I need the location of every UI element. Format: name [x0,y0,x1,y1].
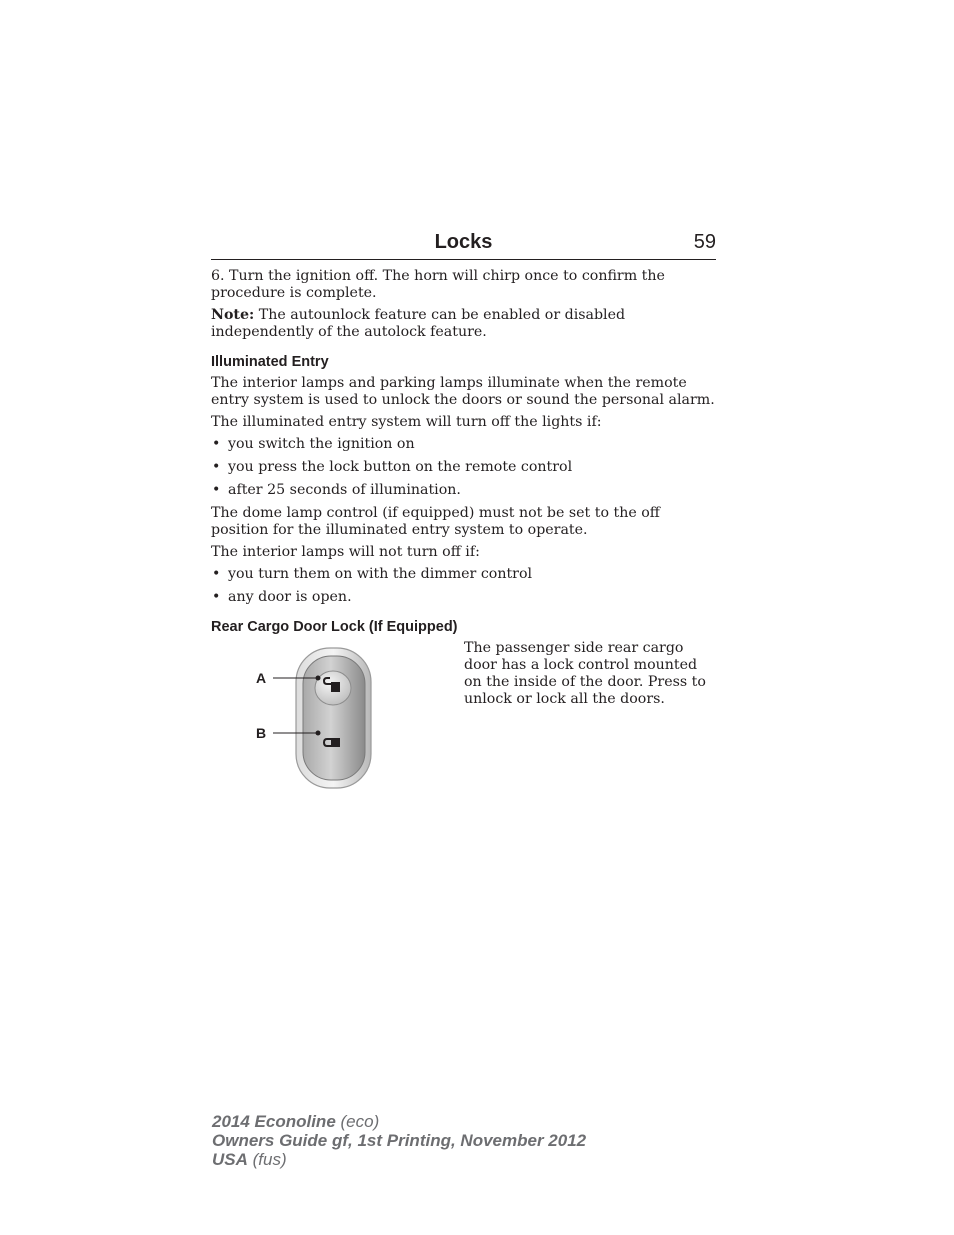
page-number: 59 [693,231,716,253]
list-item: • you press the lock button on the remote control [212,459,573,475]
list-item: • any door is open. [212,589,352,605]
bullet: • [212,566,221,582]
list-item: • you switch the ignition on [212,436,415,452]
page-content [211,268,716,820]
lights-off-list [211,436,716,499]
note-text: The autounlock feature can be enabled or disabled independently of the autolock feature. [211,307,626,340]
illuminated-entry-paragraph-1: The interior lamps and parking lamps illuminate when the remote entry system is used to unlock the doors or sound the personal alarm. [211,375,715,408]
illuminated-entry-paragraph-2: The illuminated entry system will turn off the lights if: [211,414,602,430]
bullet: • [212,589,221,605]
footer-line-2: Owners Guide gf, 1st Printing, November 2012 [212,1131,587,1150]
section-title: Locks [434,231,493,253]
illuminated-entry-paragraph-4: The interior lamps will not turn off if: [211,544,480,560]
label-b: B [256,725,267,741]
list-item: • after 25 seconds of illumination. [212,482,461,498]
list-item: • you turn them on with the dimmer control [212,566,533,582]
note-paragraph [211,307,716,341]
rear-cargo-heading: Rear Cargo Door Lock (If Equipped) [211,619,458,635]
label-a: A [256,670,267,686]
note-label: Note: [211,307,255,323]
rear-cargo-description: The passenger side rear cargo door has a lock control mounted on the inside of the door. Press to unlock or lock all the doors. [464,640,706,707]
lock-switch-illustration [251,640,381,800]
lights-stay-on-list [211,566,716,606]
bullet: • [212,482,221,498]
page-header [211,229,716,260]
rear-cargo-section [211,640,716,820]
illuminated-entry-paragraph-3: The dome lamp control (if equipped) must not be set to the off position for the illuminated entry system to operate. [211,505,660,538]
page-footer [212,1112,586,1169]
illuminated-entry-heading: Illuminated Entry [211,354,329,370]
footer-line-1: 2014 Econoline (eco) [212,1112,380,1131]
bullet: • [212,459,221,475]
footer-line-3: USA (fus) [212,1150,287,1169]
step-6-paragraph: 6. Turn the ignition off. The horn will chirp once to confirm the procedure is complete. [211,268,665,301]
bullet: • [212,436,221,452]
